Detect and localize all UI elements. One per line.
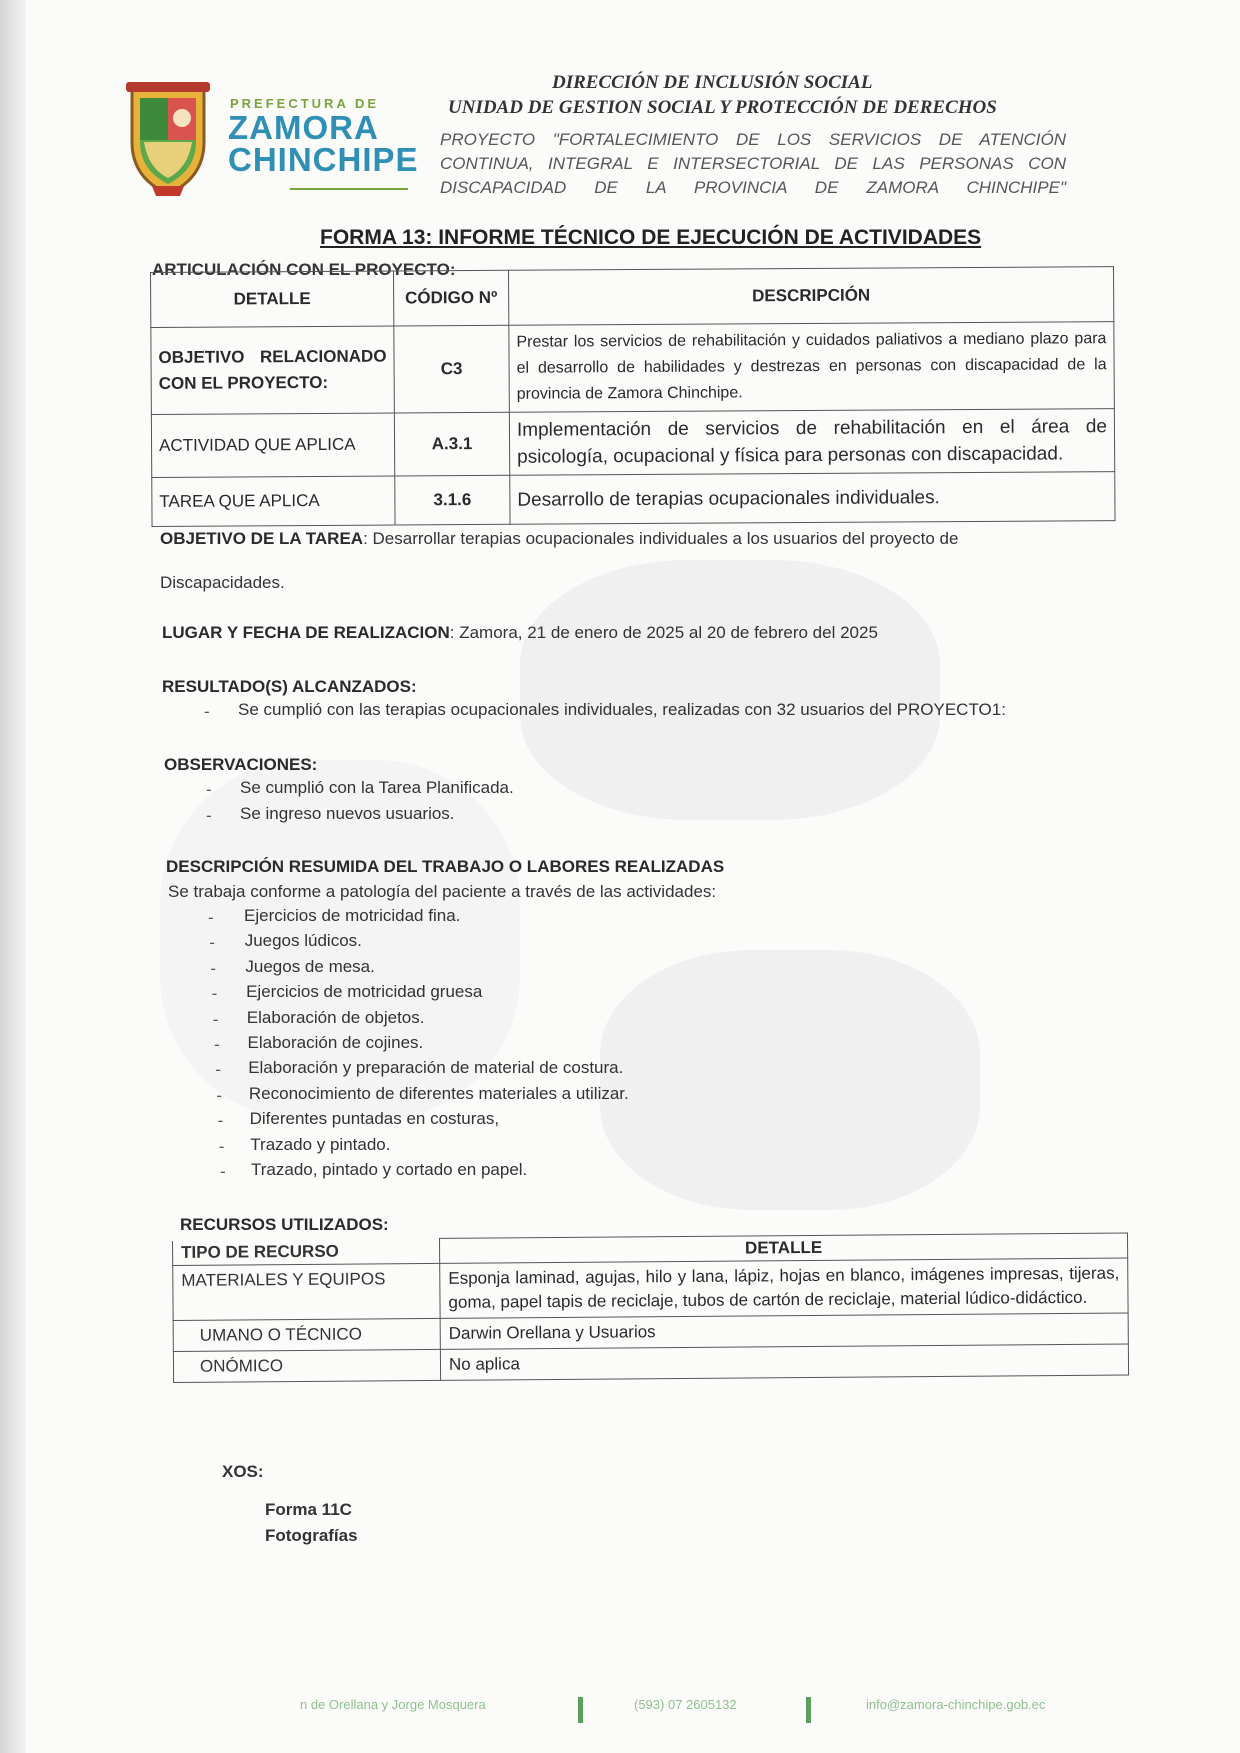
resource-detail: Esponja laminad, agujas, hilo y lana, lápiz, hojas en blanco, imágenes impresas, tijeras, goma, papel tapis de reciclaje, tubos de cartón de reciclaje, material lúdico-didáctico. <box>440 1258 1128 1318</box>
resource-type: UMANO O TÉCNICO <box>173 1318 440 1351</box>
bullet-dash: - <box>212 1009 219 1029</box>
column-header: TIPO DE RECURSO <box>173 1238 440 1265</box>
work-item: Trazado, pintado y cortado en papel. <box>251 1160 528 1179</box>
annexes-label: XOS: <box>222 1462 264 1481</box>
table-row <box>173 1258 1128 1320</box>
column-header: DESCRIPCIÓN <box>508 267 1113 326</box>
resources-label-text: RECURSOS UTILIZADOS: <box>180 1215 389 1234</box>
unit-title: UNIDAD DE GESTION SOCIAL Y PROTECCIÓN DE DERECHOS <box>448 97 997 118</box>
row-detail: ACTIVIDAD QUE APLICA <box>151 413 394 477</box>
work-item: Reconocimiento de diferentes materiales a utilizar. <box>248 1083 629 1103</box>
resources-table <box>172 1232 1129 1383</box>
project-line: PROYECTO "FORTALECIMIENTO DE LOS SERVICIOS DE ATENCIÓN <box>440 130 1066 149</box>
footer-divider <box>806 1697 811 1723</box>
project-line: CONTINUA, INTEGRAL E INTERSECTORIAL DE LAS PERSONAS CON <box>440 154 1066 173</box>
row-detail: OBJETIVO RELACIONADO CON EL PROYECTO: <box>151 326 395 414</box>
column-header: CÓDIGO Nº <box>393 270 508 326</box>
observations-label-text: OBSERVACIONES: <box>164 755 318 774</box>
task-objective-label: OBJETIVO DE LA TAREA <box>160 529 364 548</box>
table-row <box>151 322 1115 415</box>
bullet-dash: - <box>216 1085 223 1105</box>
footer-divider <box>578 1697 583 1723</box>
table-row <box>173 1344 1128 1382</box>
work-description-label <box>166 854 724 880</box>
column-header: DETALLE <box>151 271 394 327</box>
scan-smudge <box>600 950 980 1210</box>
observation-item: Se cumplió con la Tarea Planificada. <box>240 778 514 797</box>
footer-address: n de Orellana y Jorge Mosquera <box>300 1697 486 1712</box>
brand-name-line2: CHINCHIPE <box>228 141 419 178</box>
place-date <box>162 620 1062 646</box>
row-description: Prestar los servicios de rehabilitación y cuidados paliativos a mediano plazo para el desarrollo de habilidades y destrezas en personas con discapacidad de la provincia de Zamora Chinchipe. <box>509 322 1115 413</box>
work-item: Ejercicios de motricidad fina. <box>244 906 461 925</box>
row-code: 3.1.6 <box>395 475 510 525</box>
scan-smudge <box>520 560 940 820</box>
task-objective-text: : Desarrollar terapias ocupacionales individuales a los usuarios del proyecto de <box>363 529 959 548</box>
bullet-dash: - <box>210 958 217 978</box>
place-date-value: : Zamora, 21 de enero de 2025 al 20 de febrero del 2025 <box>449 623 878 642</box>
result-item: Se cumplió con las terapias ocupacionales individuales, realizadas con 32 usuarios del PROYECTO1: <box>238 700 1006 719</box>
project-line: DISCAPACIDAD DE LA PROVINCIA DE ZAMORA CHINCHIPE" <box>440 178 1066 197</box>
articulation-label: ARTICULACIÓN CON EL PROYECTO: <box>152 260 456 279</box>
project-name <box>440 128 1066 200</box>
task-objective-cont: Discapacidades. <box>160 573 285 592</box>
work-item: Elaboración y preparación de material de costura. <box>248 1058 624 1078</box>
direction-title: DIRECCIÓN DE INCLUSIÓN SOCIAL <box>552 72 873 93</box>
bullet-dash: - <box>211 984 218 1004</box>
bullet-dash: - <box>215 1060 221 1080</box>
work-item: Juegos de mesa. <box>245 956 375 976</box>
work-item: Elaboración de objetos. <box>246 1007 425 1027</box>
row-code: C3 <box>394 325 510 413</box>
results-label-text: RESULTADO(S) ALCANZADOS: <box>162 677 417 696</box>
results-label <box>162 674 417 700</box>
bullet-dash: - <box>214 1035 220 1054</box>
bullet-dash: - <box>209 933 215 953</box>
footer-email: info@zamora-chinchipe.gob.ec <box>866 1697 1046 1712</box>
work-item: Elaboración de cojines. <box>247 1033 424 1052</box>
scan-edge <box>0 0 26 1753</box>
annex-item: Fotografías <box>265 1526 358 1545</box>
footer-phone: (593) 07 2605132 <box>634 1697 737 1712</box>
observations-label <box>164 752 317 778</box>
resource-detail: No aplica <box>440 1344 1128 1380</box>
row-code: A.3.1 <box>394 412 509 476</box>
brand-name <box>228 109 419 178</box>
articulation-table <box>150 266 1116 527</box>
work-item: Ejercicios de motricidad gruesa <box>246 982 483 1002</box>
brand-name-line1: ZAMORA <box>228 109 379 146</box>
bullet-dash: - <box>204 702 210 721</box>
bullet-dash: - <box>206 780 212 799</box>
resource-type: ONÓMICO <box>173 1349 440 1382</box>
brand-prefix: PREFECTURA DE <box>230 96 380 111</box>
work-item: Trazado y pintado. <box>250 1134 391 1154</box>
row-detail: TAREA QUE APLICA <box>152 476 395 526</box>
brand-underline <box>290 188 408 190</box>
work-description-intro: Se trabaja conforme a patología del paciente a través de las actividades: <box>168 882 717 901</box>
bullet-dash: - <box>208 908 214 927</box>
bullet-dash: - <box>217 1111 224 1131</box>
work-item: Juegos lúdicos. <box>244 931 362 951</box>
form-title: FORMA 13: INFORME TÉCNICO DE EJECUCIÓN DE ACTIVIDADES <box>320 226 982 249</box>
table-header-row <box>151 267 1114 328</box>
bullet-dash: - <box>220 1162 226 1181</box>
work-description-label-text: DESCRIPCIÓN RESUMIDA DEL TRABAJO O LABORES REALIZADAS <box>166 857 725 876</box>
resources-label <box>180 1212 389 1238</box>
bullet-dash: - <box>218 1136 225 1156</box>
observation-item: Se ingreso nuevos usuarios. <box>240 804 455 823</box>
bullet-dash: - <box>206 806 212 825</box>
resource-detail: Darwin Orellana y Usuarios <box>440 1313 1128 1349</box>
place-date-label: LUGAR Y FECHA DE REALIZACION <box>162 623 450 642</box>
annex-item: Forma 11C <box>265 1500 352 1519</box>
row-description: Desarrollo de terapias ocupacionales individuales. <box>510 472 1115 525</box>
coat-of-arms-logo <box>122 80 214 200</box>
table-row <box>151 409 1114 478</box>
work-item: Diferentes puntadas en costuras, <box>249 1109 500 1129</box>
task-objective <box>160 526 1080 552</box>
resource-type: MATERIALES Y EQUIPOS <box>173 1263 440 1320</box>
table-row <box>152 472 1115 527</box>
row-description: Implementación de servicios de rehabilitación en el área de psicología, ocupacional y física para personas con discapacidad. <box>509 409 1114 476</box>
column-header: DETALLE <box>439 1233 1127 1263</box>
